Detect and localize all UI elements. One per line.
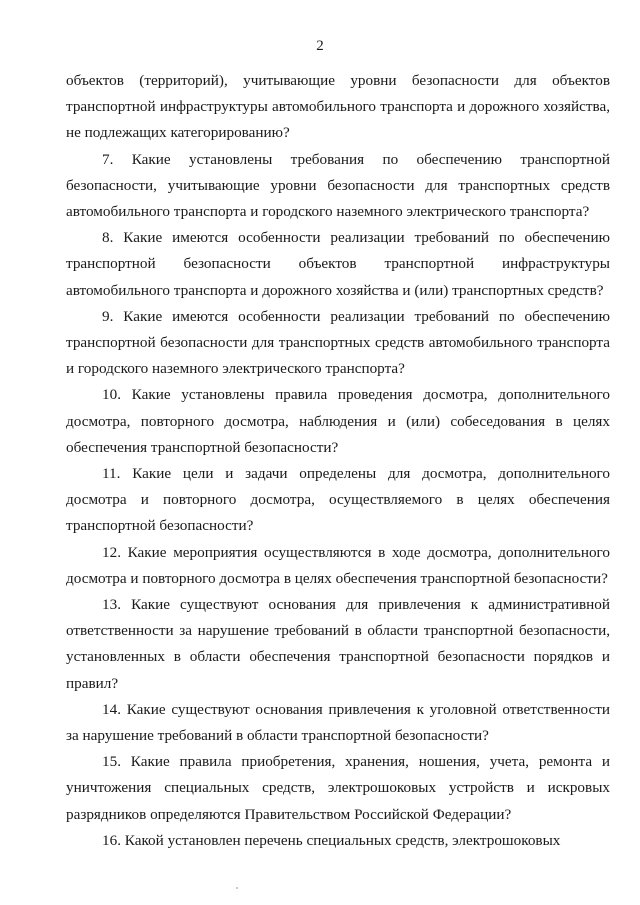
question-15: 15. Какие правила приобретения, хранения, ношения, учета, ремонта и уничтожения специальных средств, электрошоковых устройств и искровых разрядников определяются Правительством Российской Федерации? bbox=[66, 753, 610, 823]
question-13: 13. Какие существуют основания для привлечения к административной ответственности за нарушение требований в области транспортной безопасности, установленных в области обеспечения транспортной безопасности порядков и правил? bbox=[66, 596, 610, 692]
question-7: 7. Какие установлены требования по обеспечению транспортной безопасности, учитывающие уровни безопасности для транспортных средств автомобильного транспорта и городского наземного электрического транспорта? bbox=[66, 150, 610, 221]
document-body bbox=[66, 68, 610, 854]
page-number: 2 bbox=[316, 38, 324, 54]
question-10: 10. Какие установлены правила проведения досмотра, дополнительного досмотра, повторного досмотра, наблюдения и (или) собеседования в целях обеспечения транспортной безопасности? bbox=[66, 386, 610, 456]
question-12: 12. Какие мероприятия осуществляются в ходе досмотра, дополнительного досмотра и повторного досмотра в целях обеспечения транспортной безопасности? bbox=[66, 543, 610, 587]
question-16: 16. Какой установлен перечень специальных средств, электрошоковых bbox=[102, 831, 561, 849]
question-9: 9. Какие имеются особенности реализации требований по обеспечению транспортной безопасности для транспортных средств автомобильного транспорта и городского наземного электрического транспорта? bbox=[66, 307, 610, 378]
question-14: 14. Какие существуют основания привлечения к уголовной ответственности за нарушение требований в области транспортной безопасности? bbox=[66, 700, 610, 745]
paragraph-continuation: объектов (территорий), учитывающие уровни безопасности для объектов транспортной инфраструктуры автомобильного транспорта и дорожного хозяйства, не подлежащих категорированию? bbox=[66, 72, 610, 142]
scan-speck bbox=[236, 887, 238, 889]
question-11: 11. Какие цели и задачи определены для досмотра, дополнительного досмотра и повторного досмотра, осуществляемого в целях обеспечения транспортной безопасности? bbox=[66, 465, 610, 535]
question-8: 8. Какие имеются особенности реализации требований по обеспечению транспортной безопасности объектов транспортной инфраструктуры автомобильного транспорта и дорожного хозяйства и (или) транспортных средств? bbox=[66, 229, 610, 299]
